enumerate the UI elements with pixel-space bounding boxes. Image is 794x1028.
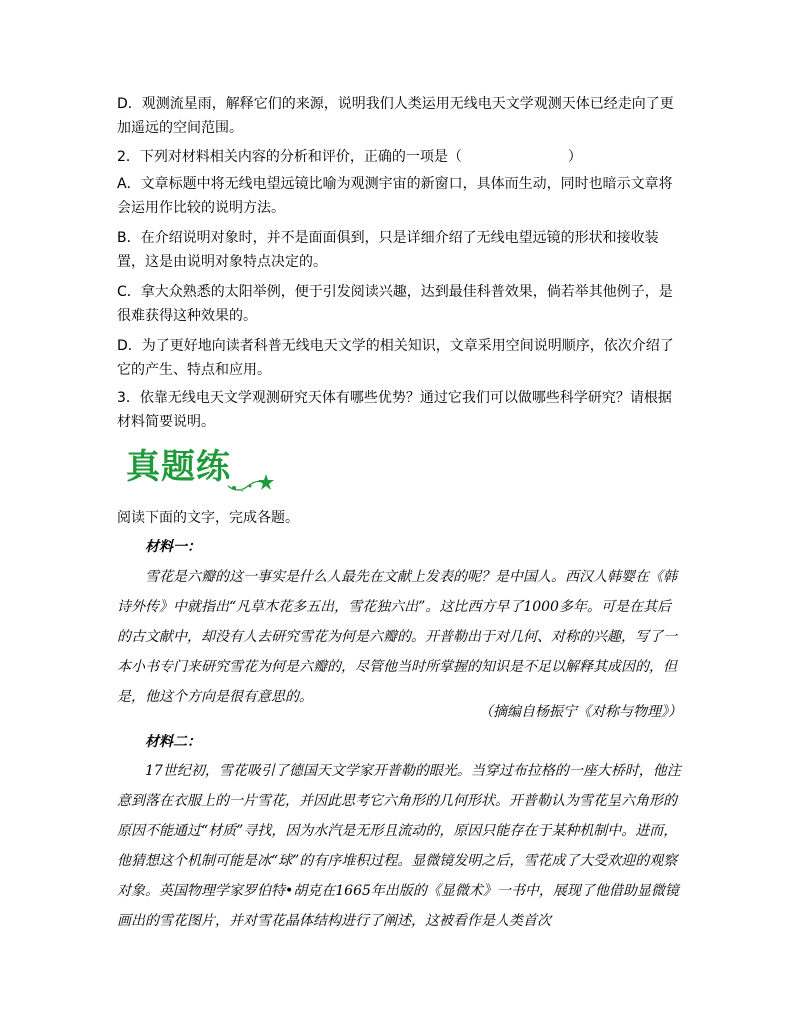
material-1-source: （摘编自杨振宁《对称与物理》） [479, 704, 682, 720]
instruction: 阅读下面的文字，完成各题。 [117, 510, 299, 526]
section-banner [126, 446, 276, 496]
banner-title: 真题练 [126, 447, 231, 487]
q2-option-b: B．在介绍说明对象时，并不是面面俱到，只是详细介绍了无线电望远镜的形状和接收装置，这是由说明对象特点决定的。 [117, 230, 659, 270]
q1-option-d: D．观测流星雨，解释它们的来源，说明我们人类运用无线电天文学观测天体已经走向了更加遥远的空间范围。 [117, 96, 674, 136]
clover-vine-icon [226, 464, 276, 494]
q2-option-c: C．拿大众熟悉的太阳举例，便于引发阅读兴趣，达到最佳科普效果，倘若举其他例子，是很难获得这种效果的。 [117, 284, 673, 324]
material-1-body: 雪花是六瓣的这一事实是什么人最先在文献上发表的呢？是中国人。西汉人韩婴在《韩诗外传》中就指出“凡草木花多五出，雪花独六出”。这比西方早了1000多年。可是在其后的古文献中，却没有人去研究雪花为何是六瓣的。开普勒出于对几何、对称的兴趣，写了一本小书专门来研究雪花为何是六瓣的，尽管他当时所掌握的知识是不足以解释其成因的，但是，他这个方向是很有意思的。 [117, 569, 677, 705]
question-2-stem [117, 145, 682, 169]
q2-option-d: D．为了更好地向读者科普无线电天文学的相关知识，文章采用空间说明顺序，依次介绍了它的产生、特点和应用。 [117, 338, 674, 378]
material-2-label: 材料二： [145, 734, 201, 750]
question-3: 3．依靠无线电天文学观测研究天体有哪些优势？通过它我们可以做哪些科学研究？请根据材料简要说明。 [117, 390, 672, 430]
q2-stem-after: ） [567, 149, 582, 165]
material-1-label: 材料一： [145, 539, 201, 555]
material-2-body: 17世纪初，雪花吸引了德国天文学家开普勒的眼光。当穿过布拉格的一座大桥时，他注意到落在衣服上的一片雪花，并因此思考它六角形的几何形状。开普勒认为雪花呈六角形的原因不能通过“材质”寻找，因为水汽是无形且流动的，原因只能存在于某种机制中。进而，他猜想这个机制可能是冰“球”的有序堆积过程。显微镜发明之后，雪花成了大受欢迎的观察对象。英国物理学家罗伯特•胡克在1665年出版的《显微术》一书中，展现了他借助显微镜画出的雪花图片，并对雪花晶体结构进行了阐述，这被看作是人类首次 [117, 763, 681, 929]
q2-stem-before: 2．下列对材料相关内容的分析和评价，正确的一项是（ [117, 149, 462, 165]
q2-option-a: A．文章标题中将无线电望远镜比喻为观测宇宙的新窗口，具体而生动，同时也暗示文章将会运用作比较的说明方法。 [117, 176, 673, 216]
